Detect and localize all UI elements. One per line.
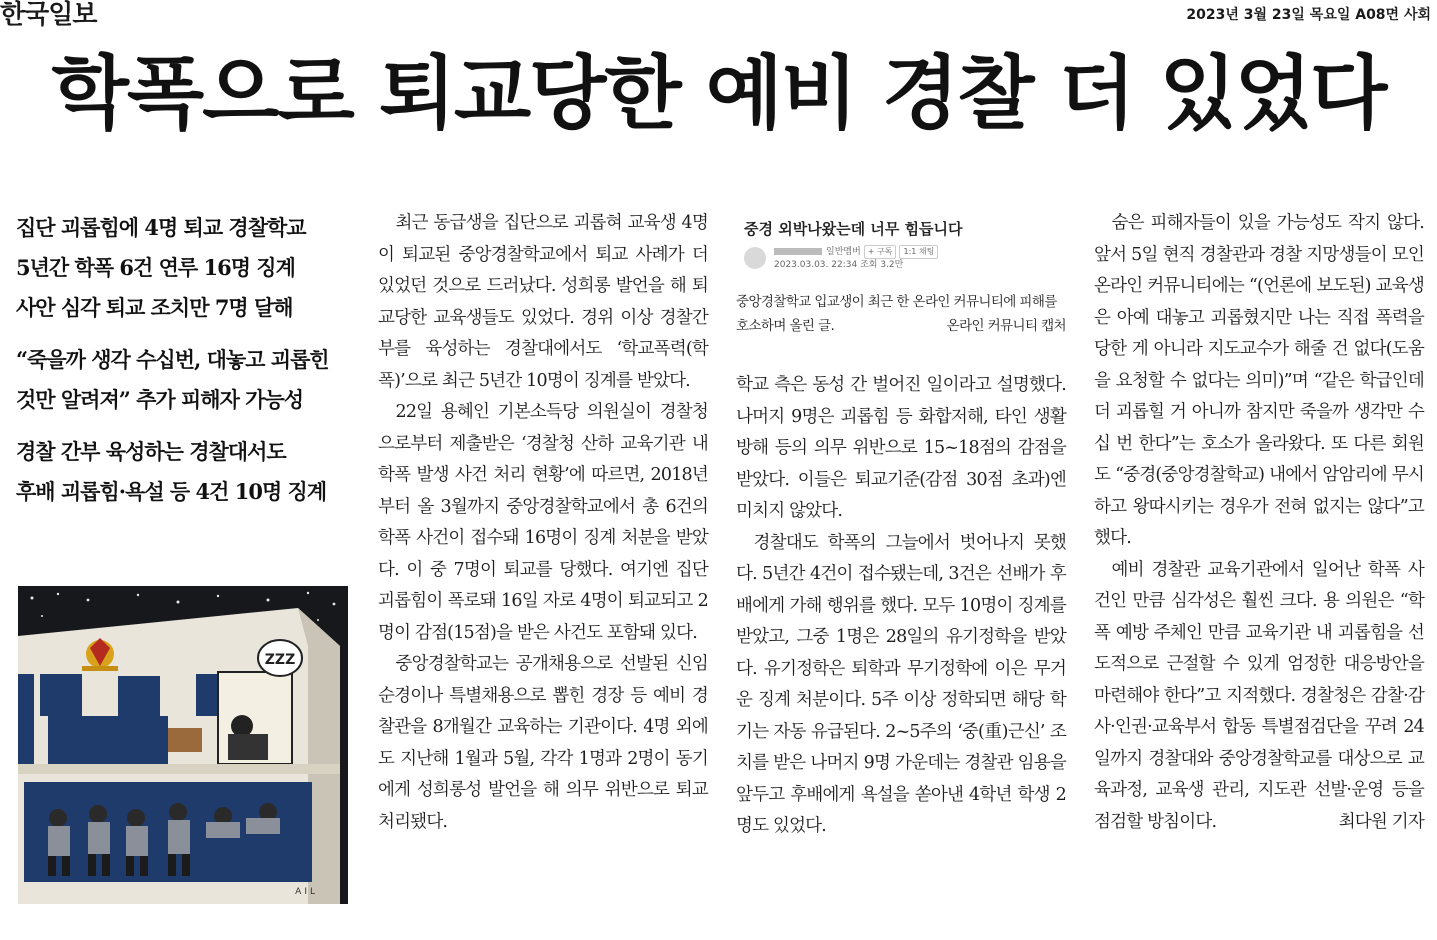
paragraph: 최근 동급생을 집단으로 괴롭혀 교육생 4명이 퇴교된 중앙경찰학교에서 퇴교 사례가 더 있었던 것으로 드러났다. 성희롱 발언을 해 퇴교당한 교육생들도 있었다. 경위 이상 경찰간부를 육성하는 경찰대에서도 ‘학교폭력(학폭)’으로 최근 5년간 10명이 징계를 받았다. <box>378 213 708 391</box>
desk <box>168 728 202 752</box>
caption-text: 중앙경찰학교 입교생이 최근 한 온라인 커뮤니티에 피해를 호소하며 올린 글. <box>736 294 1057 334</box>
subhead-line: 집단 괴롭힘에 4명 퇴교 경찰학교 <box>16 215 306 240</box>
subheads <box>16 208 356 524</box>
member-label: 일반멤버 <box>826 247 861 257</box>
byline: 최다원 기자 <box>1338 811 1424 832</box>
sleep-bubble-text: ZZZ <box>264 652 296 668</box>
subhead-line: 사안 심각 퇴교 조치만 7명 달해 <box>16 295 293 320</box>
headline: 학폭으로 퇴교당한 예비 경찰 더 있었다 <box>51 47 1386 140</box>
follow-chip: + 구독 <box>864 245 897 259</box>
post-views: 조회 3.2만 <box>860 260 904 270</box>
avatar <box>744 247 766 269</box>
paragraph-text: 예비 경찰관 교육기관에서 일어난 학폭 사건인 만큼 심각성은 훨씬 크다. 용 의원은 “학폭 예방 주체인 만큼 교육기관 내 괴롭힘을 선도적으로 근절할 수 있게 엄정한 대응방안을 마련해야 한다”고 지적했다. 경찰청은 감찰·감사·인권·교육부서 합동 특별점검단을 꾸려 24일까지 경찰대와 중앙경찰학교를 대상으로 교육과정, 교육생 관리, 지도관 선발·운영 등을 점검할 방침이다. <box>1094 559 1424 832</box>
artist-signature: AIL <box>295 887 318 897</box>
caption-credit: 온라인 커뮤니티 캡처 <box>946 318 1066 334</box>
subhead-line: 후배 괴롭힘·욕설 등 4건 10명 징계 <box>16 479 327 504</box>
cartoon-illustration <box>18 586 348 904</box>
masthead: 한국일보 <box>0 0 97 30</box>
photo-caption <box>736 290 1066 338</box>
subhead-line: “죽을까 생각 수십번, 대놓고 괴롭힌 <box>16 347 329 372</box>
paragraph: 경찰대도 학폭의 그늘에서 벗어나지 못했다. 5년간 4건이 접수됐는데, 3건은 선배가 후배에게 가해 행위를 했다. 모두 10명이 징계를 받았고, 그중 1명은 28일의 유기정학을 받았다. 유기정학은 퇴학과 무기정학에 이은 무거운 징계 처분이다. 5주 이상 정학되면 해당 학기는 자동 유급된다. 2~5주의 ‘중(重)근신’ 조치를 받은 나머지 9명 가운데는 경찰관 임용을 앞두고 후배에게 욕설을 쏟아낸 4학년 학생 2명도 있었다. <box>736 532 1066 836</box>
paragraph: 중앙경찰학교는 공개채용으로 선발된 신임 순경이나 특별채용으로 뽑힌 경장 등 예비 경찰관을 8개월간 교육하는 기관이다. 4명 외에도 지난해 1월과 5월, 각각 1명과 2명이 동기에게 성희롱성 발언을 해 의무 위반으로 퇴교 처리됐다. <box>378 654 708 832</box>
windows-upper <box>40 674 238 718</box>
subhead-1 <box>16 208 356 328</box>
blurred-username <box>774 248 822 255</box>
subhead-line: 것만 알려져” 추가 피해자 가능성 <box>16 387 304 412</box>
post-date: 2023.03.03. 22:34 <box>774 260 858 270</box>
paragraph <box>1094 555 1424 839</box>
paragraph: 22일 용혜인 기본소득당 의원실이 경찰청으로부터 제출받은 ‘경찰청 산하 교육기관 내 학폭 발생 사건 처리 현황’에 따르면, 2018년부터 올 3월까지 중앙경찰학교에서 총 6건의 학폭 사건이 접수돼 16명이 징계 처분을 받았다. 이 중 7명이 퇴교를 당했다. 여기엔 집단 괴롭힘이 폭로돼 16일 자로 4명이 퇴교되고 2명이 감점(15점)을 받은 사건도 포함돼 있다. <box>378 402 708 643</box>
subhead-line: 경찰 간부 육성하는 경찰대서도 <box>16 439 286 464</box>
article-column-2 <box>736 370 1066 843</box>
subhead-2 <box>16 340 356 420</box>
cartoon-svg <box>18 586 348 904</box>
subhead-line: 5년간 학폭 6건 연루 16명 징계 <box>16 255 295 280</box>
article-column-3 <box>1094 208 1424 838</box>
article-column-1 <box>378 208 708 838</box>
chat-chip: 1:1 채팅 <box>899 245 938 259</box>
post-title: 중경 외박나왔는데 너무 힘듭니다 <box>744 220 963 238</box>
paragraph: 학교 측은 동성 간 벌어진 일이라고 설명했다. 나머지 9명은 괴롭힘 등 화합저해, 타인 생활 방해 등의 의무 위반으로 15~18점의 감점을 받았다. 이들은 퇴교기준(감점 30점 초과)엔 미치지 않았다. <box>736 375 1066 521</box>
paragraph: 숨은 피해자들이 있을 가능성도 작지 않다. 앞서 5일 현직 경찰관과 경찰 지망생들이 모인 온라인 커뮤니티에는 “(언론에 보도된) 교육생은 아예 대놓고 괴롭혔지만 나는 직접 폭력을 당한 게 아니라 지도교수가 해줄 건 없다(도움을 요청할 수 없다는 의미)”며 “같은 학급인데 더 괴롭힐 거 아니까 참지만 죽을까 생각만 수십 번 한다”는 호소가 올라왔다. 또 다른 회원도 “중경(중앙경찰학교) 내에서 암암리에 무시하고 왕따시키는 경우가 전혀 없지는 않다”고 했다. <box>1094 213 1424 548</box>
subhead-3 <box>16 432 356 512</box>
community-post-screenshot <box>736 210 1066 286</box>
post-meta <box>744 245 1066 271</box>
dateline: 2023년 3월 23일 목요일 A08면 사회 <box>1186 7 1431 23</box>
